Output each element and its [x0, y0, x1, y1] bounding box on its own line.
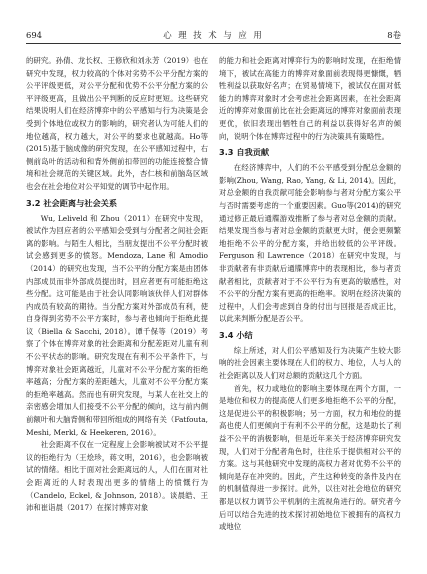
section-heading: 3.3 自我贡献: [219, 147, 270, 158]
paragraph: 社会距离不仅在一定程度上会影响被试对不公平提议的拒绝行为（王烩珍，蒋文明，2016），也会影响被试的情绪。相比于面对社会距离远的人，人们在面对社会距离近的人时表现出更多的情绪上的愤慨行为（Candelo, Eckel, & Johnson, 2018）。谈晨皓、王沛和崔诣晨（2017）在探讨博弈对象: [26, 440, 208, 513]
left-column: [26, 55, 208, 515]
section-heading: 3.2 社会距离与社会关系: [26, 197, 118, 208]
journal-title: 心 理 技 术 与 应 用: [163, 30, 264, 40]
header-rule: [26, 43, 401, 44]
page-number: 694: [26, 30, 42, 40]
paragraph: 在经济博弈中，人们的不公平感受到分配总金额的影响(Zhou, Wang, Rao, Yang, & Li, 2014)。因此，对总金额的自我贡献可能会影响参与者对分配方案公平与否时需要考虑的一个重要因素。Guo等(2014)的研究通过修正最后通牒游戏推断了参与者对总金额的贡献。结果发现当参与者对总金额的贡献更大时，便会更频繁地拒绝不公平的分配方案，并给出较低的公平评级。Ferguson 和 Lawrence（2018）在研究中发现，与非贡献者有非贡献后通牒博弈中的表现相比，参与者贡献者相比，贡献者对于不公平行为有更高的敏感性，对不公平的分配方案有更高的拒绝率。说明在经济决策的过程中，人们会考虑到自身的付出与回报是否成正比，以此来判断分配是否公平。: [219, 163, 401, 324]
volume-label: 8卷: [387, 30, 401, 40]
page-header: [26, 28, 401, 42]
paragraph: Wu, Leliveld 和 Zhou（2011）在研究中发现，被试作为回应者的公平感知会受到与分配者之间社会距离的影响。与陌生人相比，当朋友提出不公平分配时被试会感到更多的愤怒。Mendoza, Lane 和 Amodio（2014）的研究也发现，当不公平的分配方案是由团体内部成员而非外部成员提出时，回应者更有可能拒绝这些分配。这可能是由于社会认同影响该伙伴人们对群体内成员有较高的期待。当分配方案对外部成员有利，使自身得到劣势不公平方案时，参与者也倾向于拒绝此提议（Biella & Sacchi, 2018）。谭千保等（2019）考察了个体在博弈对象的社会距离和分配差距对儿童有利不公平状态的影响。研究发现在有利不公平条件下，与博弈对象社会距离越近，儿童对不公平分配方案的拒绝率越高；分配方案的差距越大，儿童对不公平分配方案的拒绝率越高。然而也有研究发现，与某人在社交上的亲密感会增加人们接受不公平分配的倾向，这与前内侧前额叶和大脑背侧和带回所组成的网络有关（Fatfouta, Meshi, Merkl, & Heekeren, 2016）。: [26, 213, 208, 437]
paragraph: 首先，权力或地位的影响主要体现在两个方面，一是地位和权力的提高使人们更多地拒绝不公平的分配，这是促进公平的积极影响；另一方面，权力和地位的提高也使人们更倾向于有利不公平的分配，这是助长了利益不公平的消极影响，但是近年来关于经济博弈研究发现，人们对于分配者角色时，往往乐于提供相对公平的方案。这与其他研究中发现的高权力者对优势不公平的倾向是存在冲突的。因此，产生这种转变的条件及内在的机制值得进一步探讨。此外，以往对社会地位的研究都是以权力调节公平机制的主流视角进行的。研究者今后可以结合先进的技术探讨初始地位下被拥有的高权力或地位: [219, 383, 401, 532]
paragraph: 综上所述，对人们公平感知及行为决策产生较大影响的社会因素主要体现在人们的权力、地位，人与人的社会距离以及人们对总额的贡献这几个方面。: [219, 345, 401, 381]
paragraph: 的研究。孙倩、龙长权、王修欣和刘永芳（2019）也在研究中发现，权力较高的个体对劣势不公平分配方案的公平评级更低，对公平分配和优势不公平分配方案的公平评级更高，且做出公平判断的反应时更短。这些研究结果说明人们在经济博弈中的公平感知与行为决策是会受到个体地位或权力的影响的，研究者认为可能人们的地位越高，权力越大，对公平的要求也就越高。Ho等(2015)基于脑成像的研究发现，在公平感知过程中，右侧前岛叶的活动和和背外侧前扣带回的功能连接整合情境和社会规范的关键区域。此外，杏仁核和前脑岛区域也会在社会地位对公平知觉的调节中起作用。: [26, 56, 208, 191]
paragraph: 的能力和社会距离对博弈行为的影响时发现，在拒绝情境下，被试在高能力的博弈对象面前表现得更慷慨，牺牲利益以获取好名声；在贸易情境下，被试仅在面对低能力的博弈对象时才会考虑社会距离因素，在社会距离近的博弈对象面前比在社会距离远的博弈对象面前表现更优，依旧表现出牺牲自己的利益以获得好名声的倾向，说明个体在博弈过程中的行为决策具有策略性。: [219, 56, 401, 141]
right-column: [219, 55, 401, 534]
section-heading: 3.4 小结: [219, 329, 253, 340]
